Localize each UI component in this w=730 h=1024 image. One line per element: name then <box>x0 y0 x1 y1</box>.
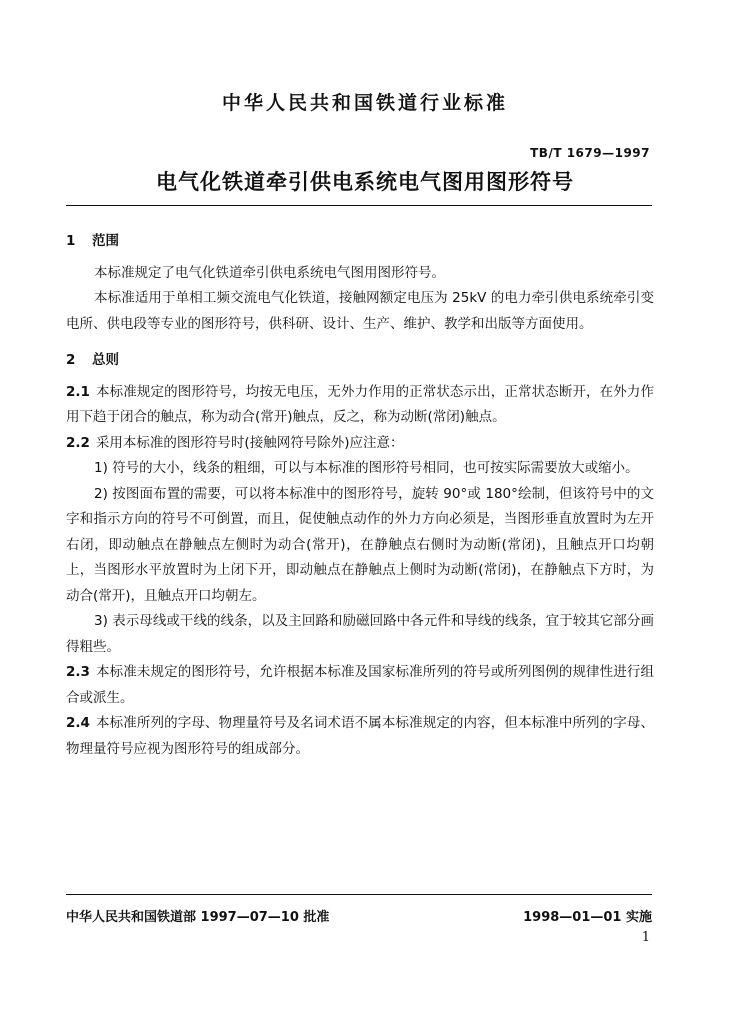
issuer-heading: 中华人民共和国铁道行业标准 <box>221 92 508 114</box>
section-2-number: 2 <box>66 352 76 368</box>
clause-2-2 <box>66 431 654 457</box>
section-2-title: 总则 <box>92 352 119 368</box>
clause-2-1-text: 本标准规定的图形符号，均按无电压，无外力作用的正常状态示出，正常状态断开，在外力作用下趋于闭合的触点，称为动合(常开)触点，反之，称为动断(常闭)触点。 <box>66 383 654 425</box>
section-1-heading <box>66 229 654 255</box>
clause-2-2-number: 2.2 <box>66 434 90 451</box>
standard-code: TB/T 1679—1997 <box>530 146 650 160</box>
clause-2-3-text: 本标准未规定的图形符号，允许根据本标准及国家标准所列的符号或所列图例的规律性进行组合或派生。 <box>66 664 654 706</box>
clause-2-2-item-3: 3) 表示母线或干线的线条，以及主回路和励磁回路中各元件和导线的线条，宜于较其它部分画得粗些。 <box>66 613 654 655</box>
implementation-line: 1998—01—01 实施 <box>523 910 652 925</box>
header-divider <box>66 205 652 206</box>
footer-divider <box>66 894 652 895</box>
clause-2-1 <box>66 380 654 431</box>
clause-2-1-number: 2.1 <box>66 383 90 400</box>
section-1-paragraph-2: 本标准适用于单相工频交流电气化铁道，接触网额定电压为 25kV 的电力牵引供电系统牵引变电所、供电段等专业的图形符号，供科研、设计、生产、维护、教学和出版等方面使用。 <box>66 290 654 332</box>
section-1-number: 1 <box>66 233 76 249</box>
clause-2-2-item-1: 1) 符号的大小，线条的粗细，可以与本标准的图形符号相同，也可按实际需要放大或缩小。 <box>94 460 639 476</box>
document-body <box>66 224 654 762</box>
section-1-paragraph-1: 本标准规定了电气化铁道牵引供电系统电气图用图形符号。 <box>94 264 445 281</box>
clause-2-4-number: 2.4 <box>66 715 90 731</box>
clause-2-3-number: 2.3 <box>66 664 90 680</box>
clause-2-2-item-2: 2) 按图面布置的需要，可以将本标准中的图形符号，旋转 90°或 180°绘制，但该符号中的文字和指示方向的符号不可倒置，而且，促使触点动作的外力方向必须是，当图形垂直放置时为左开右闭，即动触点在静触点左侧时为动合(常开)，在静触点右侧时为动断(常闭)，且触点开口均朝上，当图形水平放置时为上闭下开，即动触点在静触点上侧时为动断(常闭)，在静触点下方时，为动合(常开)，且触点开口均朝左。 <box>66 485 654 604</box>
section-1-title: 范围 <box>92 233 119 249</box>
approval-line: 中华人民共和国铁道部 1997—07—10 批准 <box>66 910 330 925</box>
section-2-heading <box>66 348 654 374</box>
clause-2-4-text: 本标准所列的字母、物理量符号及名词术语不属本标准规定的内容，但本标准中所列的字母、物理量符号应视为图形符号的组成部分。 <box>66 715 654 757</box>
document-title: 电气化铁道牵引供电系统电气图用图形符号 <box>156 170 574 194</box>
clause-2-2-text: 采用本标准的图形符号时(接触网符号除外)应注意： <box>95 434 404 451</box>
clause-2-3 <box>66 660 654 711</box>
clause-2-4 <box>66 711 654 762</box>
page-number: 1 <box>641 930 650 945</box>
